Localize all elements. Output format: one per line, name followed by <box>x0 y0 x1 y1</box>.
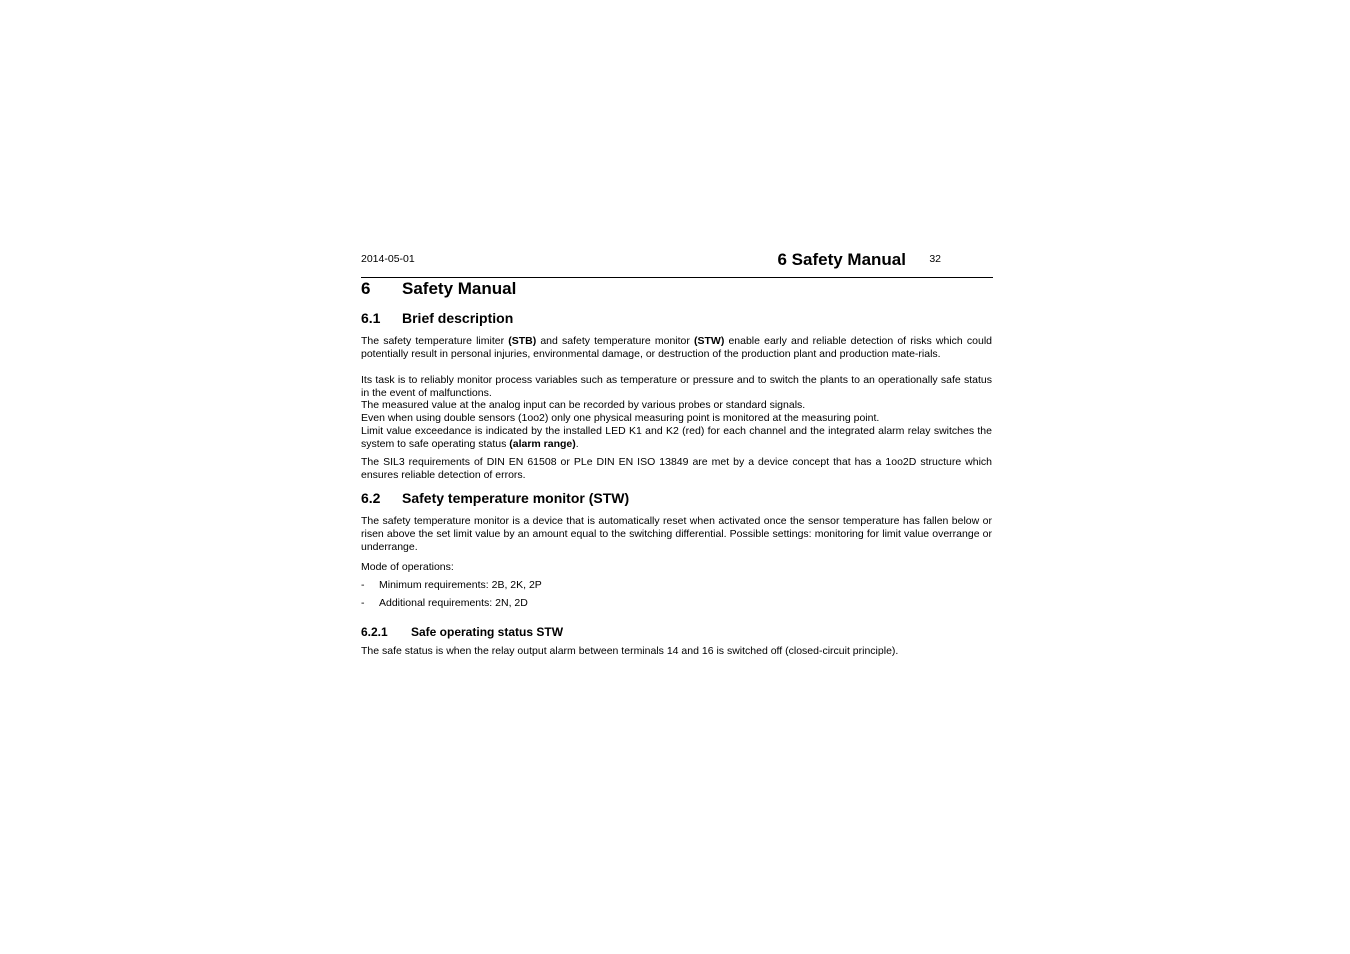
subsection-title: Safe operating status STW <box>411 625 564 639</box>
paragraph: The measured value at the analog input can be recorded by various probes or standard signals. <box>361 399 806 411</box>
section-number: 6.1 <box>361 310 381 326</box>
paragraph: Its task is to reliably monitor process variables such as temperature or pressure and to switch the plants to an operationally safe status in the event of malfunctions. <box>361 374 992 399</box>
text-run-bold: (STB) <box>508 335 537 347</box>
text-run: . <box>575 437 579 450</box>
header-date: 2014-05-01 <box>361 253 415 265</box>
list-item-text: Minimum requirements: 2B, 2K, 2P <box>379 579 542 591</box>
paragraph: The safety temperature monitor is a device that is automatically reset when activated once the sensor temperature has fallen below or risen above the set limit value by an amount equal to the switching differential. Possible settings: monitoring for limit value overrange or underrange. <box>361 515 992 553</box>
text-run-bold: (STW) <box>694 335 725 347</box>
list-dash: - <box>361 597 365 609</box>
text-run: The safety temperature limiter <box>361 335 509 347</box>
mode-label: Mode of operations: <box>361 561 454 573</box>
text-run: enable early and reliable detection of risks which could potentially result in personal injuries, environmental damage, or destruction of the production plant and production mate-rials. <box>361 335 992 360</box>
section-title: Safety temperature monitor (STW) <box>402 490 630 506</box>
paragraph: Even when using double sensors (1oo2) only one physical measuring point is monitored at the measuring point. <box>361 412 880 424</box>
header-page-number: 32 <box>929 253 941 265</box>
subsection-heading-6-2-1 <box>361 625 563 639</box>
chapter-number: 6 <box>361 279 371 298</box>
subsection-number: 6.2.1 <box>361 625 388 639</box>
header-title: 6 Safety Manual <box>777 250 906 269</box>
paragraph: The safe status is when the relay output alarm between terminals 14 and 16 is switched off (closed-circuit principle). <box>361 645 899 657</box>
text-run: Limit value exceedance is indicated by the installed LED K1 and K2 (red) for each channel and the integrated alarm relay switches the system to safe operating status <box>361 425 992 450</box>
section-title: Brief description <box>402 310 514 326</box>
list-item-text: Additional requirements: 2N, 2D <box>379 597 528 609</box>
text-run: and safety temperature monitor <box>536 335 694 347</box>
list-dash: - <box>361 579 365 591</box>
section-heading-6-2 <box>361 490 629 506</box>
section-heading-6-1 <box>361 310 513 326</box>
paragraph: The SIL3 requirements of DIN EN 61508 or PLe DIN EN ISO 13849 are met by a device concept that has a 1oo2D structure which ensures reliable detection of errors. <box>361 456 992 481</box>
page-header <box>361 250 993 278</box>
text-run-bold: (alarm range) <box>509 437 576 450</box>
section-number: 6.2 <box>361 490 381 506</box>
paragraph <box>361 425 992 451</box>
paragraph <box>361 335 992 361</box>
chapter-title: Safety Manual <box>402 279 517 298</box>
chapter-heading <box>361 279 516 299</box>
document-page <box>361 250 993 657</box>
